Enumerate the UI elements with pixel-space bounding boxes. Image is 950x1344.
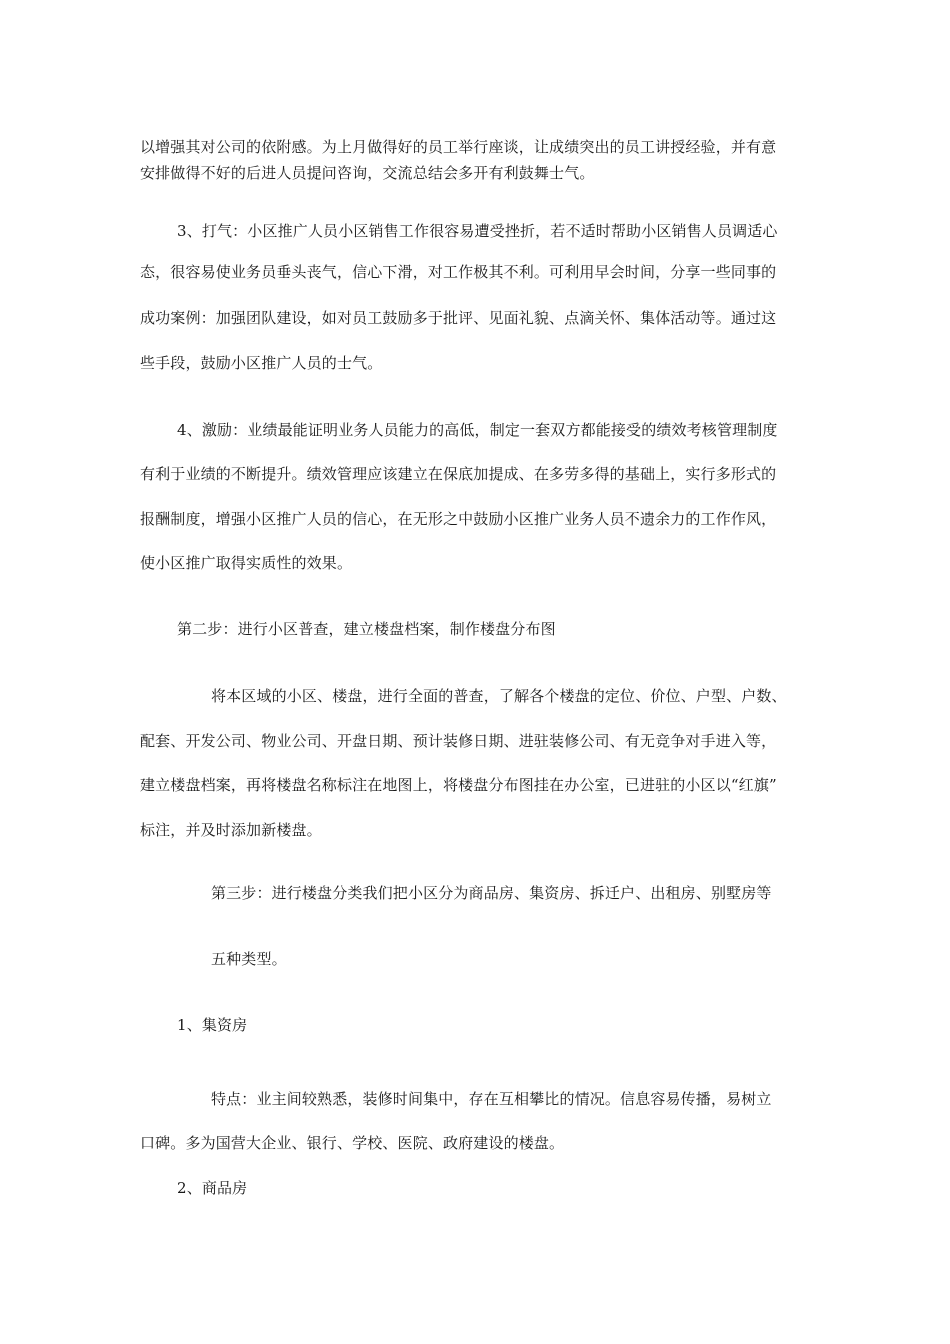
body-text-line: 建立楼盘档案，再将楼盘名称标注在地图上，将楼盘分布图挂在办公室，已进驻的小区以“红旗” — [140, 776, 777, 794]
body-text-line: 配套、开发公司、物业公司、开盘日期、预计装修日期、进驻装修公司、有无竞争对手进入等， — [140, 732, 777, 750]
body-text-line: 将本区域的小区、楼盘，进行全面的普查，了解各个楼盘的定位、价位、户型、户数、 — [211, 687, 787, 705]
body-text-line: 态，很容易使业务员垂头丧气，信心下滑，对工作极其不利。可利用早会时间，分享一些同事的 — [140, 263, 777, 281]
body-text-line: 安排做得不好的后进人员提问咨询，交流总结会多开有利鼓舞士气。 — [140, 164, 595, 182]
body-text-line: 口碑。多为国营大企业、银行、学校、医院、政府建设的楼盘。 — [140, 1134, 565, 1152]
body-text-line: 使小区推广取得实质性的效果。 — [140, 554, 353, 572]
paragraph-3-start: 3、打气：小区推广人员小区销售工作很容易遭受挫折，若不适时帮助小区销售人员调适心 — [177, 222, 778, 240]
body-text-line: 标注，并及时添加新楼盘。 — [140, 821, 322, 839]
section-2-heading: 2、商品房 — [177, 1179, 248, 1197]
body-text-line: 有利于业绩的不断提升。绩效管理应该建立在保底加提成、在多劳多得的基础上，实行多形式的 — [140, 465, 777, 483]
step-2-heading: 第二步：进行小区普查，建立楼盘档案，制作楼盘分布图 — [177, 620, 556, 638]
body-text-line: 些手段，鼓励小区推广人员的士气。 — [140, 354, 383, 372]
paragraph-4-start: 4、激励：业绩最能证明业务人员能力的高低，制定一套双方都能接受的绩效考核管理制度 — [177, 421, 778, 439]
section-1-heading: 1、集资房 — [177, 1016, 248, 1034]
body-text-line: 成功案例：加强团队建设，如对员工鼓励多于批评、见面礼貌、点滴关怀、集体活动等。通过这 — [140, 309, 777, 327]
body-text-line: 五种类型。 — [211, 950, 287, 968]
body-text-line: 报酬制度，增强小区推广人员的信心，在无形之中鼓励小区推广业务人员不遗余力的工作作风， — [140, 510, 777, 528]
body-text-line: 特点：业主间较熟悉，装修时间集中，存在互相攀比的情况。信息容易传播，易树立 — [211, 1090, 772, 1108]
step-3-heading: 第三步：进行楼盘分类我们把小区分为商品房、集资房、拆迁户、出租房、别墅房等 — [211, 884, 772, 902]
body-text-line: 以增强其对公司的依附感。为上月做得好的员工举行座谈，让成绩突出的员工讲授经验，并有意 — [140, 138, 777, 156]
